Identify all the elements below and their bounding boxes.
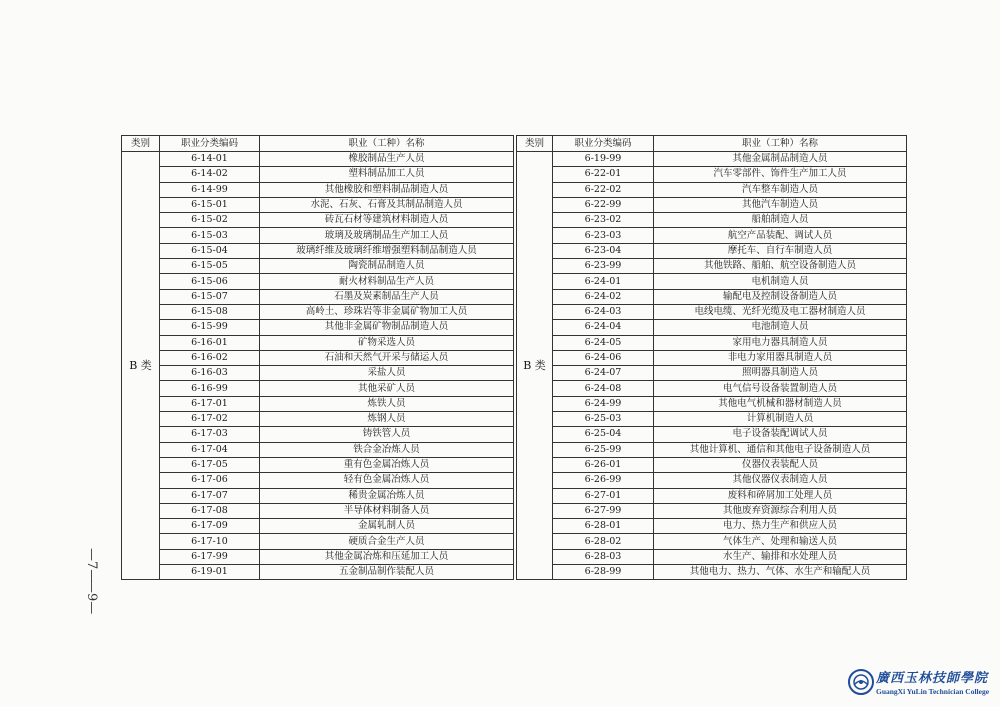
table-row	[517, 549, 907, 564]
header-name: 职业（工种）名称	[654, 136, 907, 152]
occupation-name: 石油和天然气开采与储运人员	[260, 350, 514, 365]
occupation-code: 6-27-01	[553, 488, 654, 503]
table-row	[517, 335, 907, 350]
occupation-code: 6-19-99	[553, 152, 654, 167]
category-cell: B 类	[517, 152, 553, 580]
occupation-name: 其他铁路、船舶、航空设备制造人员	[654, 259, 907, 274]
occupation-name: 铸铁管人员	[260, 427, 514, 442]
header-name: 职业（工种）名称	[260, 136, 514, 152]
occupation-name: 摩托车、自行车制造人员	[654, 243, 907, 258]
occupation-name: 输配电及控制设备制造人员	[654, 289, 907, 304]
occupation-code: 6-17-04	[160, 442, 260, 457]
occupation-name: 其他废弃资源综合利用人员	[654, 503, 907, 518]
occupation-code: 6-23-04	[553, 243, 654, 258]
table-row	[122, 228, 514, 243]
table-row	[122, 304, 514, 319]
occupation-code: 6-17-99	[160, 549, 260, 564]
table-row	[122, 320, 514, 335]
table-row	[517, 473, 907, 488]
occupation-name: 五金制品制作装配人员	[260, 565, 514, 580]
occupation-name: 半导体材料制备人员	[260, 503, 514, 518]
occupation-name: 金属轧制人员	[260, 519, 514, 534]
occupation-code: 6-16-03	[160, 366, 260, 381]
occupation-name: 汽车整车制造人员	[654, 182, 907, 197]
occupation-name: 航空产品装配、调试人员	[654, 228, 907, 243]
occupation-code: 6-15-03	[160, 228, 260, 243]
table-row	[122, 335, 514, 350]
table-row	[122, 503, 514, 518]
table-row	[122, 274, 514, 289]
occupation-name: 其他计算机、通信和其他电子设备制造人员	[654, 442, 907, 457]
occupation-name: 砖瓦石材等建筑材料制造人员	[260, 213, 514, 228]
table-row	[122, 197, 514, 212]
occupation-code: 6-17-07	[160, 488, 260, 503]
table-row	[122, 259, 514, 274]
occupation-code: 6-15-04	[160, 243, 260, 258]
table-row	[122, 442, 514, 457]
table-row	[122, 243, 514, 258]
table-header-row	[517, 136, 907, 152]
occupation-code: 6-16-02	[160, 350, 260, 365]
table-row	[517, 182, 907, 197]
table-row	[517, 565, 907, 580]
occupation-code: 6-24-08	[553, 381, 654, 396]
occupation-code: 6-17-03	[160, 427, 260, 442]
header-category: 类别	[517, 136, 553, 152]
occupation-code: 6-14-01	[160, 152, 260, 167]
occupation-table-right	[516, 135, 907, 580]
occupation-name: 矿物采选人员	[260, 335, 514, 350]
occupation-name: 水生产、输排和水处理人员	[654, 549, 907, 564]
occupation-name: 水泥、石灰、石膏及其制品制造人员	[260, 197, 514, 212]
occupation-code: 6-26-01	[553, 457, 654, 472]
occupation-code: 6-24-05	[553, 335, 654, 350]
occupation-name: 其他电力、热力、气体、水生产和输配人员	[654, 565, 907, 580]
occupation-code: 6-28-99	[553, 565, 654, 580]
occupation-name: 其他金属冶炼和压延加工人员	[260, 549, 514, 564]
occupation-name: 照明器具制造人员	[654, 366, 907, 381]
occupation-code: 6-17-09	[160, 519, 260, 534]
table-row	[517, 503, 907, 518]
table-row	[517, 304, 907, 319]
table-row	[517, 381, 907, 396]
table-row	[517, 534, 907, 549]
occupation-name: 石墨及炭素制品生产人员	[260, 289, 514, 304]
table-row	[517, 427, 907, 442]
table-row	[517, 412, 907, 427]
occupation-name: 电线电缆、光纤光缆及电工器材制造人员	[654, 304, 907, 319]
occupation-code: 6-15-05	[160, 259, 260, 274]
occupation-code: 6-24-99	[553, 396, 654, 411]
table-row	[122, 488, 514, 503]
occupation-name: 计算机制造人员	[654, 412, 907, 427]
occupation-name: 重有色金属冶炼人员	[260, 457, 514, 472]
table-row	[517, 320, 907, 335]
occupation-name: 废料和碎屑加工处理人员	[654, 488, 907, 503]
table-row	[122, 549, 514, 564]
college-name-cn: 廣西玉林技師學院	[876, 671, 989, 686]
page-number-handwritten: —9—	[84, 580, 99, 615]
occupation-code: 6-28-02	[553, 534, 654, 549]
occupation-code: 6-14-02	[160, 167, 260, 182]
page-number-printed: —7—	[84, 548, 99, 583]
occupation-code: 6-28-03	[553, 549, 654, 564]
occupation-code: 6-19-01	[160, 565, 260, 580]
occupation-name: 其他非金属矿物制品制造人员	[260, 320, 514, 335]
college-emblem-icon	[848, 669, 874, 695]
occupation-name: 其他汽车制造人员	[654, 197, 907, 212]
table-row	[122, 381, 514, 396]
category-cell: B 类	[122, 152, 160, 580]
occupation-code: 6-15-02	[160, 213, 260, 228]
occupation-code: 6-25-03	[553, 412, 654, 427]
occupation-code: 6-17-05	[160, 457, 260, 472]
table-row	[517, 243, 907, 258]
occupation-name: 其他仪器仪表制造人员	[654, 473, 907, 488]
college-name-en: GuangXi YuLin Technician College	[876, 687, 990, 696]
occupation-code: 6-17-08	[160, 503, 260, 518]
occupation-name: 稀贵金属冶炼人员	[260, 488, 514, 503]
occupation-code: 6-15-07	[160, 289, 260, 304]
occupation-name: 炼钢人员	[260, 412, 514, 427]
occupation-name: 非电力家用器具制造人员	[654, 350, 907, 365]
occupation-name: 陶瓷制品制造人员	[260, 259, 514, 274]
occupation-name: 炼铁人员	[260, 396, 514, 411]
occupation-name: 其他电气机械和器材制造人员	[654, 396, 907, 411]
table-row	[517, 289, 907, 304]
table-header-row	[122, 136, 514, 152]
table-row	[122, 182, 514, 197]
table-row	[122, 534, 514, 549]
table-row	[517, 152, 907, 167]
occupation-code: 6-16-01	[160, 335, 260, 350]
occupation-code: 6-17-02	[160, 412, 260, 427]
occupation-name: 气体生产、处理和输送人员	[654, 534, 907, 549]
table-row	[517, 442, 907, 457]
occupation-name: 船舶制造人员	[654, 213, 907, 228]
table-row	[517, 213, 907, 228]
occupation-name: 电力、热力生产和供应人员	[654, 519, 907, 534]
occupation-code: 6-25-04	[553, 427, 654, 442]
occupation-name: 橡胶制品生产人员	[260, 152, 514, 167]
occupation-code: 6-17-06	[160, 473, 260, 488]
occupation-code: 6-23-02	[553, 213, 654, 228]
occupation-name: 轻有色金属冶炼人员	[260, 473, 514, 488]
table-row	[122, 412, 514, 427]
table-row	[517, 259, 907, 274]
occupation-code: 6-24-03	[553, 304, 654, 319]
occupation-code: 6-15-99	[160, 320, 260, 335]
occupation-name: 其他橡胶和塑料制品制造人员	[260, 182, 514, 197]
occupation-name: 耐火材料制品生产人员	[260, 274, 514, 289]
occupation-name: 高岭土、珍珠岩等非金属矿物加工人员	[260, 304, 514, 319]
table-row	[122, 366, 514, 381]
occupation-name: 其他采矿人员	[260, 381, 514, 396]
occupation-name: 玻璃及玻璃制品生产加工人员	[260, 228, 514, 243]
occupation-code: 6-26-99	[553, 473, 654, 488]
table-row	[122, 167, 514, 182]
header-code: 职业分类编码	[553, 136, 654, 152]
occupation-code: 6-17-01	[160, 396, 260, 411]
table-row	[517, 519, 907, 534]
occupation-code: 6-22-02	[553, 182, 654, 197]
table-row	[517, 167, 907, 182]
table-row	[122, 473, 514, 488]
table-row	[517, 197, 907, 212]
occupation-code: 6-22-99	[553, 197, 654, 212]
occupation-code: 6-24-01	[553, 274, 654, 289]
table-row	[122, 289, 514, 304]
table-row	[517, 350, 907, 365]
occupation-table-left	[121, 135, 514, 580]
table-row	[122, 457, 514, 472]
table-row	[517, 488, 907, 503]
table-row	[122, 427, 514, 442]
table-row	[122, 519, 514, 534]
occupation-name: 其他金属制品制造人员	[654, 152, 907, 167]
header-category: 类别	[122, 136, 160, 152]
occupation-code: 6-28-01	[553, 519, 654, 534]
table-row	[517, 366, 907, 381]
table-row	[122, 152, 514, 167]
occupation-name: 汽车零部件、饰件生产加工人员	[654, 167, 907, 182]
table-row	[517, 228, 907, 243]
table-row	[122, 396, 514, 411]
table-row	[517, 274, 907, 289]
occupation-name: 塑料制品加工人员	[260, 167, 514, 182]
occupation-name: 电池制造人员	[654, 320, 907, 335]
occupation-code: 6-27-99	[553, 503, 654, 518]
occupation-code: 6-24-02	[553, 289, 654, 304]
occupation-code: 6-22-01	[553, 167, 654, 182]
occupation-code: 6-24-06	[553, 350, 654, 365]
occupation-name: 电机制造人员	[654, 274, 907, 289]
occupation-name: 硬质合金生产人员	[260, 534, 514, 549]
occupation-code: 6-23-03	[553, 228, 654, 243]
occupation-name: 采盐人员	[260, 366, 514, 381]
table-row	[122, 350, 514, 365]
occupation-name: 家用电力器具制造人员	[654, 335, 907, 350]
occupation-code: 6-25-99	[553, 442, 654, 457]
occupation-name: 铁合金冶炼人员	[260, 442, 514, 457]
occupation-code: 6-24-04	[553, 320, 654, 335]
occupation-code: 6-15-06	[160, 274, 260, 289]
header-code: 职业分类编码	[160, 136, 260, 152]
college-logo	[848, 665, 998, 703]
occupation-code: 6-14-99	[160, 182, 260, 197]
table-row	[122, 213, 514, 228]
occupation-code: 6-15-08	[160, 304, 260, 319]
occupation-name: 电气信号设备装置制造人员	[654, 381, 907, 396]
table-row	[517, 457, 907, 472]
occupation-code: 6-15-01	[160, 197, 260, 212]
occupation-name: 电子设备装配调试人员	[654, 427, 907, 442]
occupation-name: 仪器仪表装配人员	[654, 457, 907, 472]
table-row	[122, 565, 514, 580]
occupation-code: 6-17-10	[160, 534, 260, 549]
occupation-name: 玻璃纤维及玻璃纤维增强塑料制品制造人员	[260, 243, 514, 258]
table-row	[517, 396, 907, 411]
occupation-code: 6-24-07	[553, 366, 654, 381]
occupation-code: 6-16-99	[160, 381, 260, 396]
occupation-code: 6-23-99	[553, 259, 654, 274]
